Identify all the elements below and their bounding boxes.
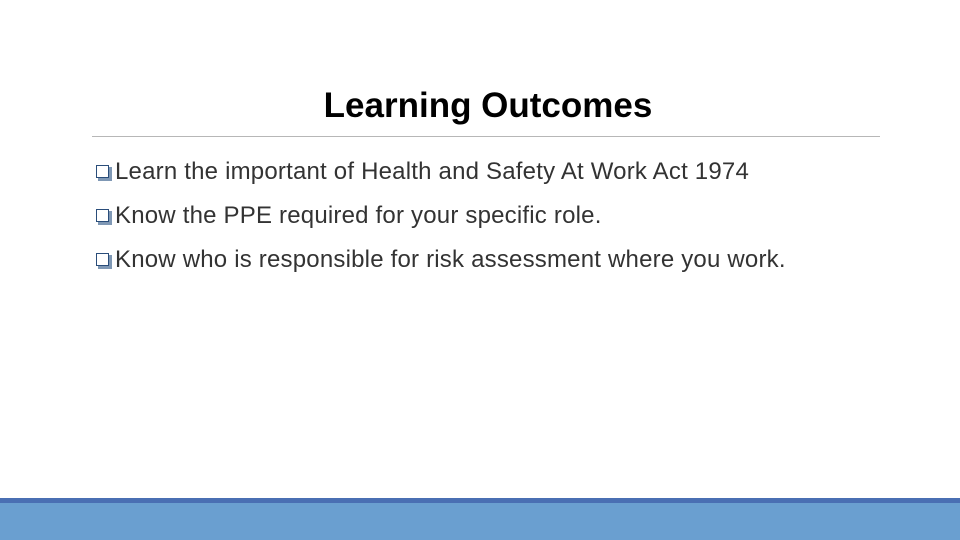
bullet-list — [96, 150, 786, 282]
bullet-text: Know who is responsible for risk assessment where you work. — [115, 246, 786, 273]
checkbox-square-icon — [96, 253, 112, 269]
bullet-text: Learn the important of Health and Safety At Work Act 1974 — [115, 158, 749, 185]
footer-band-light — [0, 503, 960, 540]
slide-title: Learning Outcomes — [323, 86, 653, 125]
list-item — [96, 194, 786, 238]
checkbox-square-icon — [96, 165, 112, 181]
checkbox-square-icon — [96, 209, 112, 225]
list-item — [96, 238, 786, 282]
list-item — [96, 150, 786, 194]
bullet-text: Know the PPE required for your specific role. — [115, 202, 602, 229]
title-divider — [92, 136, 880, 137]
